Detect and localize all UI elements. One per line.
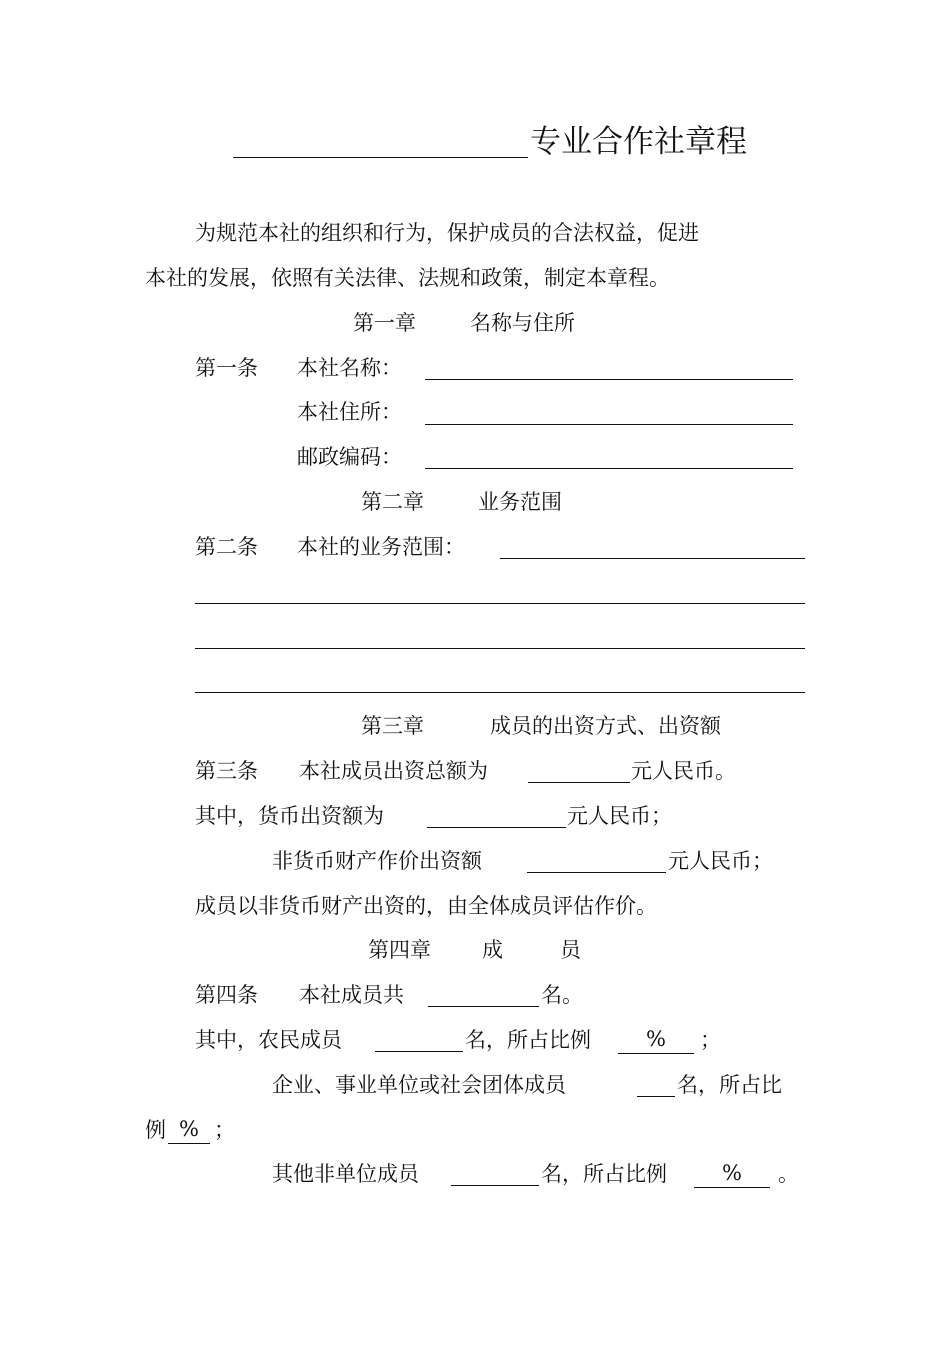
preamble-line-2: 本社的发展，依照有关法律、法规和政策，制定本章程。 <box>145 266 670 290</box>
postal-code-label: 邮政编码： <box>297 445 402 469</box>
org-members-unit-cont: 例 <box>145 1118 166 1142</box>
cash-capital-label: 其中，货币出资额为 <box>195 804 384 828</box>
farmer-members-blank[interactable] <box>375 1051 463 1052</box>
member-count-label: 本社成员共 <box>299 983 404 1007</box>
noncash-capital-unit: 元人民币； <box>668 849 773 873</box>
farmer-ratio-field[interactable]: % <box>618 1025 694 1054</box>
org-members-blank[interactable] <box>637 1096 675 1097</box>
chapter-3-title: 成员的出资方式、出资额 <box>490 714 721 738</box>
other-members-unit: 名，所占比例 <box>541 1162 667 1186</box>
chapter-1-title: 名称与住所 <box>470 311 575 335</box>
org-members-unit: 名，所占比 <box>677 1073 782 1097</box>
farmer-members-unit: 名，所占比例 <box>465 1028 591 1052</box>
business-scope-blank-1[interactable] <box>500 558 805 559</box>
farmer-ratio-end: ； <box>700 1028 721 1052</box>
business-scope-blank-2[interactable] <box>195 603 805 604</box>
chapter-2-number: 第二章 <box>361 490 424 514</box>
article-3-number: 第三条 <box>195 759 258 783</box>
business-scope-label: 本社的业务范围： <box>297 535 465 559</box>
other-members-blank[interactable] <box>451 1185 539 1186</box>
farmer-members-label: 其中，农民成员 <box>195 1028 342 1052</box>
total-capital-unit: 元人民币。 <box>631 759 736 783</box>
total-capital-label: 本社成员出资总额为 <box>299 759 488 783</box>
chapter-4-number: 第四章 <box>368 938 431 962</box>
member-count-blank[interactable] <box>428 1006 539 1007</box>
other-ratio-end: 。 <box>778 1162 799 1186</box>
coop-name-blank[interactable] <box>425 379 793 380</box>
chapter-2-title: 业务范围 <box>478 490 562 514</box>
preamble-line-1: 为规范本社的组织和行为，保护成员的合法权益，促进 <box>195 221 699 245</box>
business-scope-blank-4[interactable] <box>195 692 805 693</box>
chapter-4-title-char-2: 员 <box>560 938 581 962</box>
noncash-valuation-note: 成员以非货币财产出资的，由全体成员评估作价。 <box>195 894 657 918</box>
org-ratio-field[interactable]: % <box>168 1115 210 1144</box>
org-ratio-end: ； <box>214 1118 235 1142</box>
noncash-capital-label: 非货币财产作价出资额 <box>272 849 482 873</box>
other-members-label: 其他非单位成员 <box>272 1162 419 1186</box>
total-capital-blank[interactable] <box>528 782 630 783</box>
postal-code-blank[interactable] <box>425 468 793 469</box>
coop-address-label: 本社住所： <box>297 400 402 424</box>
cash-capital-blank[interactable] <box>427 827 566 828</box>
coop-name-label: 本社名称： <box>297 356 402 380</box>
cash-capital-unit: 元人民币； <box>567 804 672 828</box>
other-ratio-field[interactable]: % <box>694 1159 770 1188</box>
chapter-1-number: 第一章 <box>353 311 416 335</box>
org-members-label: 企业、事业单位或社会团体成员 <box>272 1073 566 1097</box>
chapter-4-title-char-1: 成 <box>482 938 503 962</box>
chapter-3-number: 第三章 <box>361 714 424 738</box>
member-count-unit: 名。 <box>541 983 583 1007</box>
title-name-blank[interactable] <box>233 157 528 158</box>
coop-address-blank[interactable] <box>425 424 793 425</box>
article-2-number: 第二条 <box>195 535 258 559</box>
article-1-number: 第一条 <box>195 356 258 380</box>
noncash-capital-blank[interactable] <box>527 872 666 873</box>
page-title: 专业合作社章程 <box>530 124 747 160</box>
article-4-number: 第四条 <box>195 983 258 1007</box>
business-scope-blank-3[interactable] <box>195 648 805 649</box>
